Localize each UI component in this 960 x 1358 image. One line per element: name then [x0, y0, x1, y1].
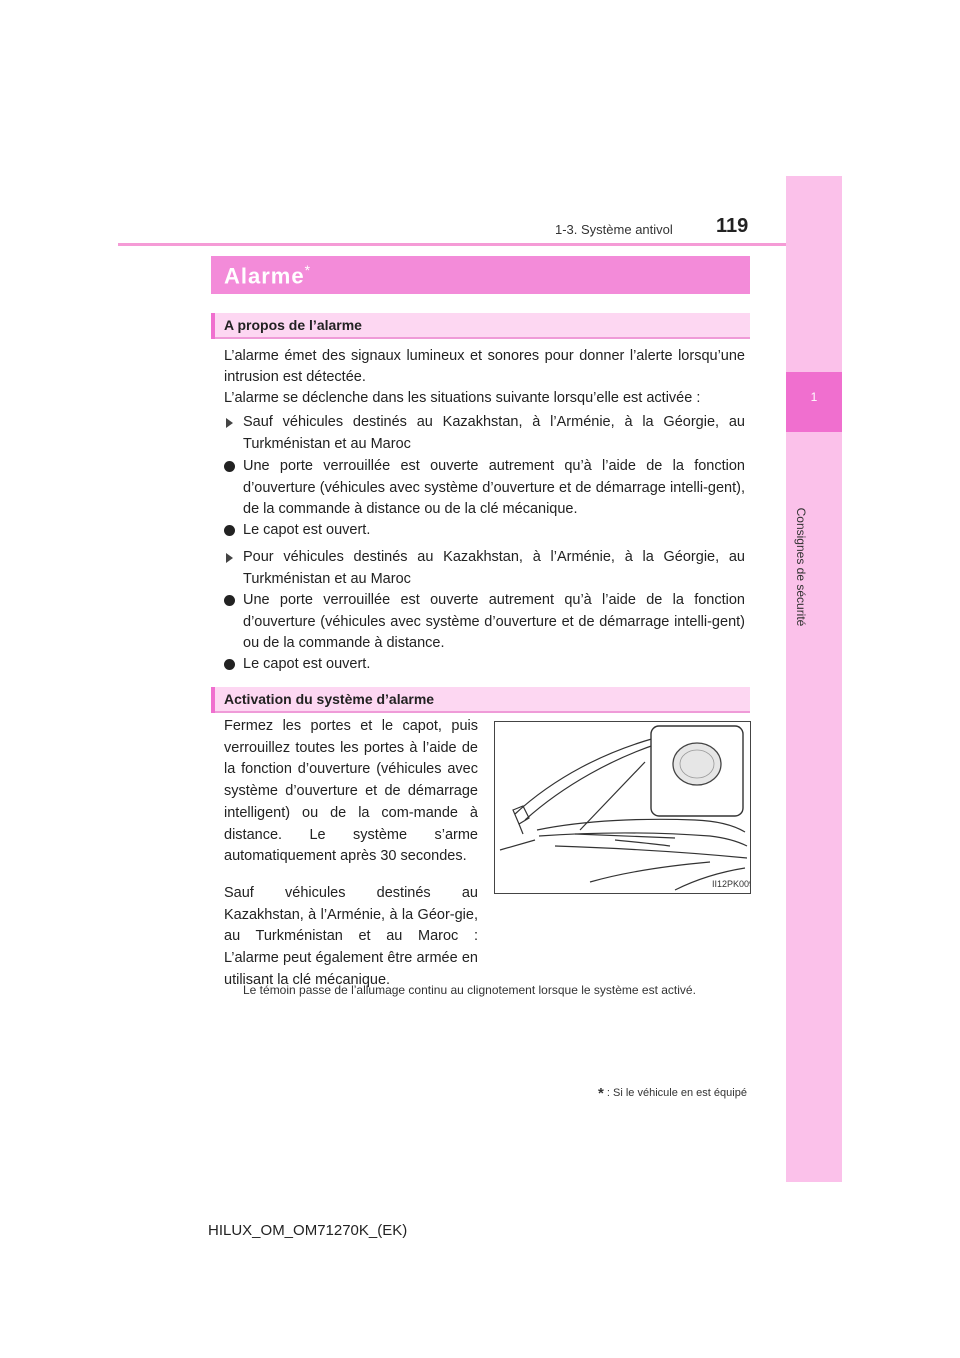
- page-number: 119: [716, 215, 749, 237]
- list-item: Une porte verrouillée est ouverte autrement qu’à l’aide de la fonction d’ouverture (véhicules avec système d’ouverture et de démarrage intelli-gent), de la commande à distance ou de la clé mécanique.: [224, 456, 745, 521]
- activation-paragraph-1: Fermez les portes et le capot, puis verrouillez toutes les portes à l’aide de la fonction d’ouverture (véhicules avec système d’ouverture et de démarrage intelligent) ou de la com-mande à distance. Le système s’arme automatiquement après 30 secondes.: [224, 718, 478, 865]
- section-heading: Activation du système d’alarme: [224, 691, 435, 707]
- list-item: Le capot est ouvert.: [224, 654, 745, 676]
- section-heading-bar: [211, 313, 750, 339]
- title-footnote-star: *: [304, 262, 312, 278]
- footnote: [598, 1085, 747, 1102]
- section-reference: 1-3. Système antivol: [555, 222, 673, 237]
- chapter-number: 1: [810, 390, 818, 404]
- activation-paragraph-2: Sauf véhicules destinés au Kazakhstan, à l’Arménie, à la Géor-gie, au Turkménistan et au Maroc : L’alarme peut également être armée en utilisant la clé mécanique.: [224, 885, 478, 988]
- illustration-code: II12PK009: [712, 879, 750, 889]
- security-indicator-illustration: [494, 721, 751, 894]
- section-heading: A propos de l’alarme: [224, 317, 362, 333]
- dot-bullet-icon: [224, 520, 244, 544]
- page-title: [224, 262, 311, 289]
- document-footer: HILUX_OM_OM71270K_(EK): [208, 1222, 408, 1239]
- chapter-label: Consignes de sécurité: [794, 507, 808, 627]
- section-heading-bar: [211, 687, 750, 713]
- triangle-bullet-icon: [224, 412, 244, 436]
- intro-paragraph-1: L’alarme émet des signaux lumineux et sonores pour donner l’alerte lorsqu’une intrusion est détectée.: [224, 348, 745, 385]
- list-item: Le capot est ouvert.: [224, 520, 745, 542]
- dot-bullet-icon: [224, 590, 244, 614]
- dot-bullet-icon: [224, 456, 244, 480]
- windshield-indicator-drawing: [495, 722, 750, 893]
- dot-bullet-icon: [224, 654, 244, 678]
- list-item: Une porte verrouillée est ouverte autrement qu’à l’aide de la fonction d’ouverture (véhicules avec système d’ouverture et de démarrage intelli-gent) ou de la commande à distance.: [224, 590, 745, 655]
- list-item: Sauf véhicules destinés au Kazakhstan, à l’Arménie, à la Géorgie, au Turkménistan et au Maroc: [224, 412, 745, 455]
- page-title-text: Alarme: [224, 263, 305, 289]
- footnote-text: : Si le véhicule en est équipé: [606, 1087, 747, 1099]
- footnote-star: *: [598, 1085, 604, 1102]
- triangle-bullet-icon: [224, 547, 244, 571]
- intro-paragraph-2: L’alarme se déclenche dans les situations suivante lorsqu’elle est activée :: [224, 390, 701, 406]
- header-rule: [118, 243, 786, 246]
- note-text: Le témoin passe de l’allumage continu au clignotement lorsque le système est activé.: [243, 983, 696, 997]
- list-item: Pour véhicules destinés au Kazakhstan, à l’Arménie, à la Géorgie, au Turkménistan et au Maroc: [224, 547, 745, 590]
- chapter-side-tab: [786, 176, 842, 1182]
